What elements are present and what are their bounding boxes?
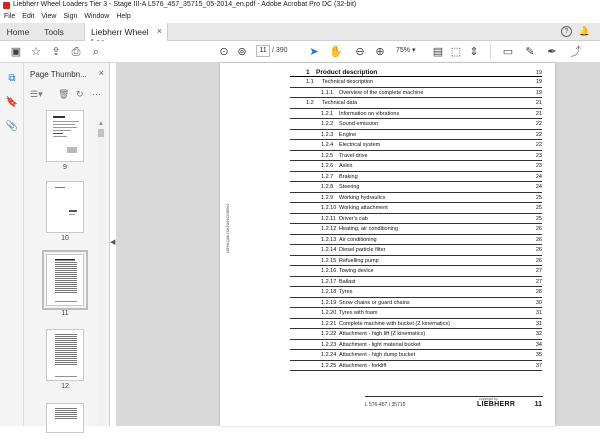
page-thumbnails-panel bbox=[24, 63, 110, 426]
thumbnail-page-9[interactable] bbox=[46, 110, 84, 162]
tab-home[interactable]: Home bbox=[6, 27, 30, 37]
toolbar-divider bbox=[490, 45, 491, 59]
toc-page: 21 bbox=[535, 100, 542, 106]
toc-entry-row[interactable] bbox=[290, 140, 542, 151]
toc-page: 26 bbox=[535, 257, 542, 264]
toc-title: Tyres bbox=[339, 289, 353, 295]
comment-icon[interactable]: ▭ bbox=[502, 46, 514, 58]
menu-window[interactable]: Window bbox=[84, 13, 110, 20]
next-page-icon[interactable]: ⊚ bbox=[237, 46, 247, 58]
toc-num: 1.2.14 bbox=[321, 247, 337, 253]
thumbnail-label: 12 bbox=[61, 383, 69, 390]
toc-page: 24 bbox=[535, 173, 542, 180]
sign-icon[interactable]: ✒ bbox=[547, 46, 557, 58]
panel-toolbar bbox=[28, 89, 108, 103]
toc-num: 1.2.3 bbox=[321, 131, 334, 138]
toc-num: 1.2.11 bbox=[321, 215, 336, 222]
toc-title: Product description bbox=[316, 69, 378, 76]
toc-title: Snow chains or guard chains bbox=[339, 299, 410, 306]
toc-num: 1.2.15 bbox=[321, 257, 337, 264]
toc-entry-row[interactable] bbox=[290, 298, 542, 309]
toc-page: 25 bbox=[535, 194, 542, 201]
document-viewport[interactable] bbox=[116, 63, 600, 426]
toc-num: 1.2.24 bbox=[321, 352, 337, 358]
menu-sign[interactable]: Sign bbox=[63, 13, 78, 20]
footer-doc-code: L 576-457 / 35715 bbox=[365, 402, 406, 408]
save-icon[interactable]: ▣ bbox=[10, 46, 22, 58]
pdf-page bbox=[220, 63, 555, 426]
thumbnail-page-12[interactable] bbox=[46, 329, 84, 381]
thumbnail-page-13[interactable] bbox=[46, 403, 84, 433]
toc-num: 1.2.17 bbox=[321, 278, 337, 285]
toc-num: 1.1 bbox=[306, 79, 314, 85]
toc-title: Air conditioning bbox=[339, 236, 377, 243]
toc-page: 26 bbox=[535, 247, 542, 253]
scroll-mode-icon[interactable]: ⇕ bbox=[469, 46, 479, 58]
toc-page: 34 bbox=[535, 341, 542, 348]
footer-page-number: 11 bbox=[534, 401, 542, 408]
toc-entry-row[interactable] bbox=[290, 182, 542, 193]
zoom-value: 75% bbox=[396, 47, 411, 54]
toc-num: 1.2.10 bbox=[321, 205, 337, 211]
toc-num: 1.2.5 bbox=[321, 152, 334, 159]
print-icon[interactable]: ⎙ bbox=[71, 46, 81, 58]
toc-page: 26 bbox=[535, 226, 542, 232]
toc-entry-row[interactable] bbox=[290, 350, 542, 361]
toc-entry-row[interactable] bbox=[290, 88, 542, 99]
table-of-contents bbox=[290, 68, 542, 371]
toc-title: Working hydraulics bbox=[339, 194, 386, 201]
scroll-up-icon[interactable]: ▲ bbox=[98, 121, 104, 127]
toc-num: 1.2 bbox=[306, 100, 314, 106]
toc-title: Sound emission bbox=[339, 121, 379, 127]
toc-entry-row[interactable] bbox=[290, 151, 542, 162]
toc-entry-row[interactable] bbox=[290, 224, 542, 235]
thumbnail-13-preview bbox=[47, 404, 85, 434]
notification-bell-icon[interactable]: 🔔 bbox=[578, 26, 590, 36]
liebherr-logo: LIEBHERR bbox=[477, 401, 516, 408]
more-options-icon[interactable]: ⋯ bbox=[92, 89, 101, 99]
toc-entry-row[interactable] bbox=[290, 109, 542, 120]
toc-page: 24 bbox=[535, 184, 542, 190]
panel-title: Page Thumbn... bbox=[30, 70, 87, 79]
toc-num: 1.2.18 bbox=[321, 289, 337, 295]
toc-entry-row[interactable] bbox=[290, 319, 542, 330]
toc-page: 23 bbox=[535, 163, 542, 169]
select-cursor-icon[interactable]: ➤ bbox=[309, 46, 319, 58]
toc-title: Driver's cab bbox=[339, 215, 368, 222]
thumbnail-label: 11 bbox=[61, 310, 69, 317]
tab-document[interactable] bbox=[84, 23, 168, 41]
side-reference-code: LEHVLQAKYOKFA/N/CGSEN4 bbox=[226, 203, 230, 253]
help-icon[interactable]: ? bbox=[561, 26, 572, 37]
hand-tool-icon[interactable]: ✋ bbox=[329, 46, 343, 58]
menu-bar bbox=[0, 12, 600, 23]
menu-help[interactable]: Help bbox=[116, 13, 131, 20]
toc-page: 31 bbox=[535, 310, 542, 316]
menu-file[interactable]: File bbox=[4, 13, 16, 20]
toc-entry-row[interactable] bbox=[290, 130, 542, 141]
toc-entry-row[interactable] bbox=[290, 256, 542, 267]
toc-entry-row[interactable] bbox=[290, 98, 542, 109]
thumbnail-scrollbar[interactable] bbox=[97, 121, 105, 426]
toc-entry-row[interactable] bbox=[290, 161, 542, 172]
toc-title: Attachment - high dump bucket bbox=[339, 352, 416, 358]
acrobat-app-icon bbox=[3, 2, 10, 9]
toc-entry-row[interactable] bbox=[290, 193, 542, 204]
toc-num: 1.2.16 bbox=[321, 268, 337, 274]
delete-page-icon[interactable]: 🗑 bbox=[58, 89, 70, 99]
thumbnail-options-icon[interactable]: ☰▾ bbox=[30, 89, 43, 99]
toc-num: 1.2.8 bbox=[321, 184, 334, 190]
page-layout-icon[interactable]: ▤ bbox=[432, 46, 444, 58]
toc-page: 32 bbox=[535, 331, 542, 337]
footer-copyright: copyright by bbox=[479, 397, 498, 401]
toc-entry-row[interactable] bbox=[290, 77, 542, 88]
toc-num: 1.2.2 bbox=[321, 121, 334, 127]
toc-page: 30 bbox=[535, 299, 542, 306]
toc-entries bbox=[290, 77, 542, 371]
thumbnail-page-11[interactable] bbox=[46, 254, 84, 306]
toc-title: Engine bbox=[339, 131, 357, 138]
toc-num: 1.2.12 bbox=[321, 226, 337, 232]
thumbnail-12-preview bbox=[47, 330, 85, 382]
toc-page: 22 bbox=[535, 121, 542, 127]
toc-num: 1.2.25 bbox=[321, 362, 337, 369]
close-icon[interactable]: × bbox=[156, 26, 162, 36]
toc-page: 21 bbox=[535, 110, 542, 117]
search-icon[interactable]: ⌕ bbox=[92, 46, 100, 58]
toc-title: Heating, air conditioning bbox=[339, 226, 399, 232]
toc-entry-row[interactable] bbox=[290, 277, 542, 288]
toc-title: Diesel particle filter bbox=[339, 247, 386, 253]
toc-page: 19 bbox=[535, 79, 542, 85]
toc-page: 19 bbox=[535, 70, 542, 76]
toc-page: 22 bbox=[535, 131, 542, 138]
toc-entry-row[interactable] bbox=[290, 340, 542, 351]
toc-title: Steering bbox=[339, 184, 360, 190]
toc-num: 1.2.20 bbox=[321, 310, 337, 316]
toc-num: 1.2.22 bbox=[321, 331, 337, 337]
tab-document-label: Liebherr Wheel bbox=[91, 27, 149, 37]
attachments-icon[interactable]: 📎 bbox=[5, 121, 19, 132]
toc-entry-row[interactable] bbox=[290, 308, 542, 319]
collapse-panel-icon[interactable]: ◀ bbox=[110, 239, 116, 246]
thumbnail-label: 9 bbox=[63, 164, 67, 171]
toc-num: 1.2.6 bbox=[321, 163, 334, 169]
toc-title: Technical description bbox=[322, 79, 374, 85]
toc-title: Technical data bbox=[322, 100, 358, 106]
page-number-input[interactable]: 11 bbox=[256, 45, 270, 57]
toc-page: 25 bbox=[535, 205, 542, 211]
upload-icon[interactable]: ⇪ bbox=[51, 46, 61, 58]
thumbnail-10-preview bbox=[47, 182, 85, 234]
fit-page-icon[interactable]: ⬚ bbox=[450, 46, 462, 58]
rotate-page-icon[interactable]: ↻ bbox=[76, 89, 84, 99]
toc-page: 28 bbox=[535, 289, 542, 295]
toc-page: 37 bbox=[535, 362, 542, 369]
tab-tools[interactable]: Tools bbox=[44, 27, 64, 37]
previous-page-icon[interactable]: ⊙ bbox=[219, 46, 229, 58]
toc-num: 1.2.19 bbox=[321, 299, 337, 306]
toc-page: 35 bbox=[535, 352, 542, 358]
close-icon[interactable]: × bbox=[98, 68, 104, 78]
toc-title: Towing device bbox=[339, 268, 374, 274]
menu-view[interactable]: View bbox=[41, 13, 57, 20]
toc-page: 23 bbox=[535, 152, 542, 159]
toc-num: 1.2.23 bbox=[321, 341, 337, 348]
thumbnail-label: 10 bbox=[61, 235, 69, 242]
navigation-rail bbox=[0, 63, 24, 426]
toc-entry-row[interactable] bbox=[290, 203, 542, 214]
window-title: Liebherr Wheel Loaders Tier 3 - Stage III-A L576_457_35715_05-2014_en.pdf - Adobe Acrobat Pro DC (32-bit) bbox=[13, 1, 357, 8]
share-icon[interactable]: ⤴ bbox=[570, 46, 582, 58]
toc-title: Attachment - light material bucket bbox=[339, 341, 421, 348]
thumbnail-11-preview bbox=[47, 255, 85, 307]
menu-edit[interactable]: Edit bbox=[22, 13, 35, 20]
zoom-in-icon[interactable]: ⊕ bbox=[375, 46, 385, 58]
toc-title: Information on vibrations bbox=[339, 110, 400, 117]
toc-entry-row[interactable] bbox=[290, 287, 542, 298]
toc-title: Electrical system bbox=[339, 142, 381, 148]
highlight-pen-icon[interactable]: ✎ bbox=[525, 46, 535, 58]
zoom-out-icon[interactable]: ⊖ bbox=[355, 46, 365, 58]
toc-num: 1.2.4 bbox=[321, 142, 334, 148]
toc-page: 19 bbox=[535, 89, 542, 96]
toc-page: 25 bbox=[535, 215, 542, 222]
toc-title: Axles bbox=[339, 163, 353, 169]
toc-num: 1.2.1 bbox=[321, 110, 334, 117]
toc-num: 1.1.1 bbox=[321, 89, 334, 96]
toc-num: 1.2.9 bbox=[321, 194, 334, 201]
tab-bar bbox=[0, 23, 600, 41]
bookmarks-icon[interactable]: 🔖 bbox=[5, 97, 19, 108]
toc-chapter-row[interactable] bbox=[290, 68, 542, 77]
main-toolbar bbox=[0, 41, 600, 63]
zoom-level-select[interactable]: 75% ▾ bbox=[396, 47, 416, 54]
toc-title: Working attachment bbox=[339, 205, 388, 211]
toc-num: 1 bbox=[306, 69, 310, 76]
scrollbar-thumb[interactable] bbox=[98, 129, 104, 137]
bookmark-star-icon[interactable]: ☆ bbox=[31, 46, 41, 58]
footer-divider bbox=[365, 396, 543, 397]
toc-title: Braking bbox=[339, 173, 358, 180]
toc-title: Refuelling pump bbox=[339, 257, 379, 264]
toc-num: 1.2.21 bbox=[321, 320, 337, 327]
toc-title: Attachment - high lift (Z kinematics) bbox=[339, 331, 426, 337]
toc-title: Ballast bbox=[339, 278, 356, 285]
toc-title: Attachment - forklift bbox=[339, 362, 387, 369]
toc-entry-row[interactable] bbox=[290, 266, 542, 277]
toc-num: 1.2.13 bbox=[321, 236, 337, 243]
toc-entry-row[interactable] bbox=[290, 235, 542, 246]
window-title-bar bbox=[0, 0, 600, 12]
toc-entry-row[interactable] bbox=[290, 245, 542, 256]
toc-page: 22 bbox=[535, 142, 542, 148]
toc-entry-row[interactable] bbox=[290, 329, 542, 340]
toc-page: 27 bbox=[535, 268, 542, 274]
toc-title: Overview of the complete machine bbox=[339, 89, 424, 96]
toc-page: 27 bbox=[535, 278, 542, 285]
toc-entry-row[interactable] bbox=[290, 214, 542, 225]
toc-title: Complete machine with bucket (Z kinematics) bbox=[339, 320, 450, 327]
toc-entry-row[interactable] bbox=[290, 119, 542, 130]
toc-entry-row[interactable] bbox=[290, 172, 542, 183]
toc-page: 31 bbox=[535, 320, 542, 327]
page-thumbnails-icon[interactable]: ⧉ bbox=[8, 73, 16, 84]
toc-title: Travel drive bbox=[339, 152, 368, 159]
toc-num: 1.2.7 bbox=[321, 173, 334, 180]
toc-entry-row[interactable] bbox=[290, 361, 542, 372]
page-total: / 390 bbox=[272, 47, 288, 54]
thumbnail-page-10[interactable] bbox=[46, 181, 84, 233]
toc-title: Tyres with foam bbox=[339, 310, 378, 316]
toc-page: 26 bbox=[535, 236, 542, 243]
thumbnail-9-preview bbox=[47, 111, 85, 163]
